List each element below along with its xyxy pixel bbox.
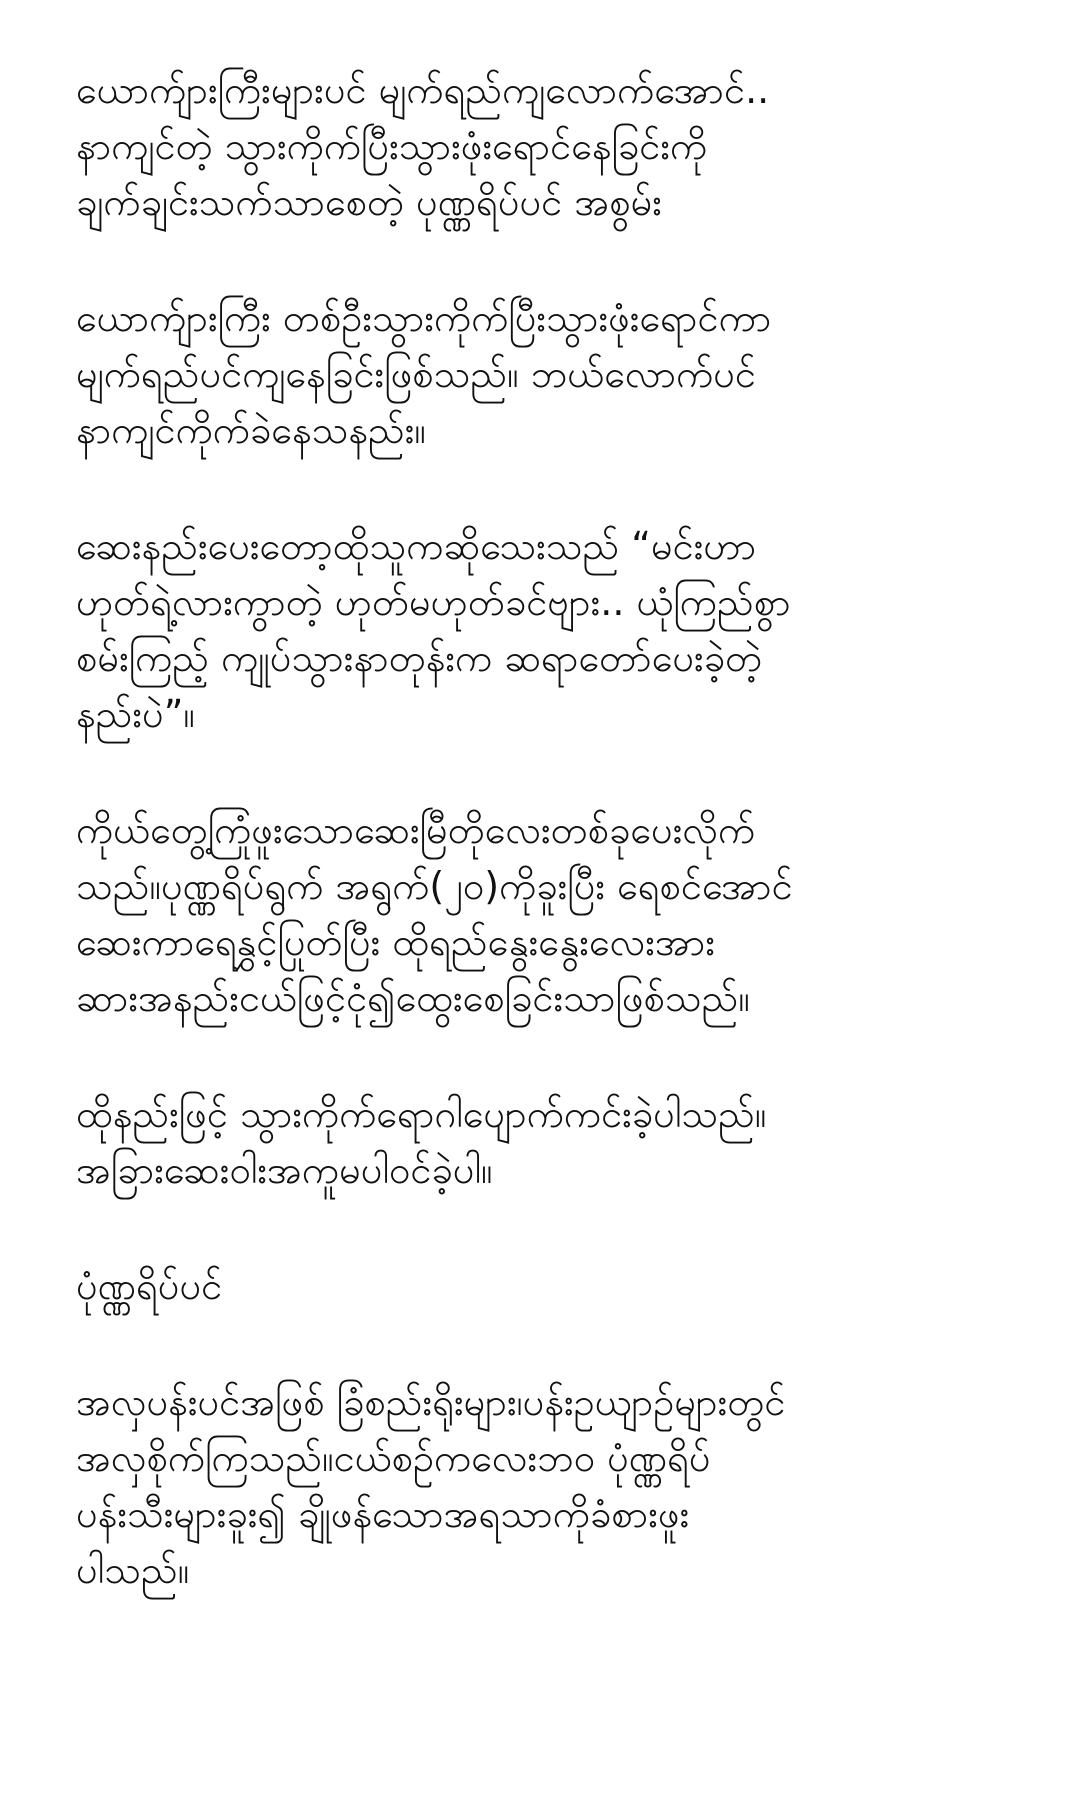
text-line: ပါသည်။	[76, 1548, 190, 1592]
paragraph	[76, 1086, 1036, 1198]
text-line: ပုံဏ္ဏရိပ်ပင်	[76, 1264, 223, 1308]
text-line: သည်။ပုဏ္ဏရိပ်ရွက် အရွက်(၂၀)ကိုခူးပြီး ရေစင်အောင်	[76, 864, 793, 908]
paragraph	[76, 518, 1036, 742]
text-line: ဆေးနည်းပေးတော့ထိုသူကဆိုသေးသည် “မင်းဟာ	[76, 524, 757, 568]
text-line: အခြားဆေးဝါးအကူမပါဝင်ခဲ့ပါ။	[76, 1148, 493, 1192]
text-line: မျက်ရည်ပင်ကျနေခြင်းဖြစ်သည်။ ဘယ်လောက်ပင်	[76, 352, 757, 396]
text-line: ဆေးကာရေနွှင့်ပြုတ်ပြီး ထိုရည်နွေးနွေးလေးအား	[76, 920, 716, 964]
text-line: နာကျင်တဲ့ သွားကိုက်ပြီးသွားဖုံးရောင်နေခြင်းကို	[76, 124, 708, 168]
text-line: နာကျင်ကိုက်ခဲနေသနည်း။	[76, 408, 426, 452]
paragraph-headline	[76, 62, 1036, 230]
text-line: အလှစိုက်ကြသည်။ငယ်စဉ်ကလေးဘဝ ပုံဏ္ဏရိပ်	[76, 1436, 711, 1480]
section-heading	[76, 1258, 1036, 1314]
text-line: ဆားအနည်းငယ်ဖြင့်ငုံ၍ထွေးစေခြင်းသာဖြစ်သည်။	[76, 976, 750, 1020]
paragraph	[76, 1374, 1036, 1598]
text-line: ချက်ချင်းသက်သာစေတဲ့ ပုဏ္ဏရိပ်ပင် အစွမ်း	[76, 180, 662, 224]
text-line: စမ်းကြည့် ကျုပ်သွားနာတုန်းက ဆရာတော်ပေးခဲ့တဲ့	[76, 636, 763, 680]
text-line: ဟုတ်ရဲ့လားကွာတဲ့ ဟုတ်မဟုတ်ခင်ဗျား.. ယုံကြည်စွာ	[76, 580, 791, 624]
text-line: ပန်းသီးများခူး၍ ချိုဖန်သောအရသာကိုခံစားဖူး	[76, 1492, 690, 1536]
paragraph	[76, 802, 1036, 1026]
article-body	[76, 62, 1036, 1658]
text-line: ကိုယ်တွေ့ကြုံဖူးသောဆေးမြီတိုလေးတစ်ခုပေးလိုက်	[76, 808, 756, 852]
text-line: အလှပန်းပင်အဖြစ် ခြံစည်းရိုးများ၊ပန်းဥယျာဉ်များတွင်	[76, 1380, 786, 1424]
text-line: နည်းပဲ”။	[76, 692, 195, 736]
text-line: ထိုနည်းဖြင့် သွားကိုက်ရောဂါပျောက်ကင်းခဲ့ပါသည်။	[76, 1092, 767, 1136]
text-line: ယောက်ျားကြီးများပင် မျက်ရည်ကျလောက်အောင်..	[76, 68, 770, 112]
paragraph	[76, 290, 1036, 458]
text-line: ယောက်ျားကြီး တစ်ဦးသွားကိုက်ပြီးသွားဖုံးရောင်ကာ	[76, 296, 772, 340]
